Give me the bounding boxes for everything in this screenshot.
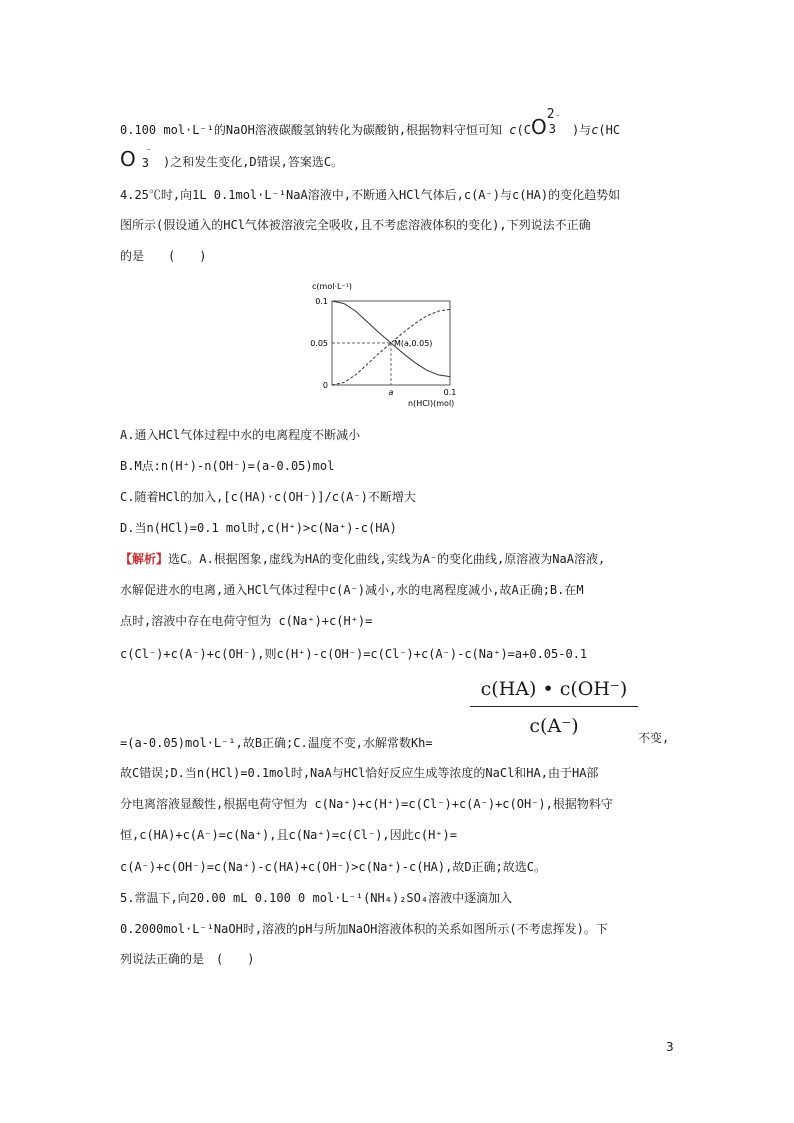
- analysis-line: 故C错误;D.当n(HCl)=0.1mol时,NaA与HCl恰好反应生成等浓度的NaCl和HA,由于HA部: [120, 766, 599, 780]
- formula-scripts: [546, 107, 561, 136]
- text-segment: )之和发生变化,D错误,答案选C。: [162, 155, 344, 169]
- text-segment: (HC: [598, 123, 621, 137]
- formula-sub: 3: [548, 122, 556, 136]
- formula-sub: 3: [141, 156, 149, 170]
- concentration-chart: [298, 280, 498, 410]
- x-axis-label: n(HCl)(mol): [408, 399, 455, 408]
- option-d: D.当n(HCl)=0.1 mol时,c(H⁺)>c(Na⁺)-c(HA): [120, 521, 397, 535]
- formula-letter: O: [120, 147, 136, 171]
- hydrolysis-constant-fraction: [470, 676, 638, 739]
- text-segment: )与: [571, 123, 592, 137]
- formula-letter: O: [530, 115, 547, 139]
- y-tick-label: 0.05: [310, 339, 328, 348]
- fraction-denominator: c(A⁻): [529, 715, 579, 737]
- formula-scripts: [136, 147, 152, 170]
- y-tick-label: 0.1: [315, 297, 328, 306]
- analysis-tag: 【解析】: [120, 552, 169, 566]
- analysis-line: c(A⁻)+c(OH⁻)=c(Na⁺)-c(HA)+c(OH⁻)>c(Na⁺)-c(HA),故D正确;故选C。: [120, 860, 547, 874]
- formula-charge: ⁻: [554, 113, 561, 124]
- fraction-bar: [470, 706, 638, 707]
- text-segment: (C: [516, 123, 531, 137]
- analysis-line: c(Cl⁻)+c(A⁻)+c(OH⁻),则c(H⁺)-c(OH⁻)=c(Cl⁻)+c(A⁻)-c(Na⁺)=a+0.05-0.1: [120, 647, 588, 661]
- formula-charge: ⁻: [145, 147, 152, 158]
- y-tick-label: 0: [322, 381, 328, 390]
- question-4-line: 的是 ( ): [120, 249, 207, 263]
- analysis-line: 水解促进水的电离,通入HCl气体过程中c(A⁻)减小,水的电离程度减小,故A正确;B.在M: [120, 583, 584, 597]
- question-4-line: 4.25℃时,向1L 0.1mol·L⁻¹NaA溶液中,不断通入HCl气体后,c(A⁻)与c(HA)的变化趋势如: [120, 188, 621, 202]
- page-number: 3: [666, 1040, 674, 1054]
- y-axis-label: c(mol·L⁻¹): [312, 282, 352, 291]
- fraction-numerator: c(HA) • c(OH⁻): [480, 678, 628, 700]
- analysis-line-tail: 不变,: [638, 731, 670, 745]
- x-tick-label: a: [388, 388, 394, 397]
- analysis-line: [120, 550, 605, 568]
- formula-sup: 2: [546, 107, 555, 122]
- point-m-label: M(a,0.05): [394, 339, 433, 348]
- question-4-line: 图所示(假设通入的HCl气体被溶液完全吸收,且不考虑溶液体积的变化),下列说法不正确: [120, 218, 591, 232]
- text-segment: c: [591, 123, 599, 137]
- text-line: [120, 148, 343, 171]
- option-c: C.随着HCl的加入,[c(HA)·c(OH⁻)]/c(A⁻)不断增大: [120, 490, 416, 504]
- question-5-line: 列说法正确的是 ( ): [120, 952, 255, 966]
- analysis-line: 点时,溶液中存在电荷守恒为 c(Na⁺)+c(H⁺)=: [120, 614, 373, 628]
- text-line: [120, 107, 621, 139]
- analysis-line: 恒,c(HA)+c(A⁻)=c(Na⁺),且c(Na⁺)=c(Cl⁻),因此c(H⁺)=: [120, 828, 457, 842]
- option-b: B.M点:n(H⁺)-n(OH⁻)=(a-0.05)mol: [120, 459, 335, 473]
- text-segment: 0.100 mol·L⁻¹的NaOH溶液碳酸氢钠转化为碳酸钠,根据物料守恒可知: [120, 123, 503, 137]
- question-5-line: 5.常温下,向20.00 mL 0.100 0 mol·L⁻¹(NH₄)₂SO₄溶液中逐滴加入: [120, 891, 513, 905]
- analysis-line: =(a-0.05)mol·L⁻¹,故B正确;C.温度不变,水解常数Kh=: [120, 736, 433, 750]
- text-segment: c: [509, 123, 517, 137]
- text-segment: 选C。A.根据图象,虚线为HA的变化曲线,实线为A⁻的变化曲线,原溶液为NaA溶液,: [168, 552, 606, 566]
- question-5-line: 0.2000mol·L⁻¹NaOH时,溶液的pH与所加NaOH溶液体积的关系如图所示(不考虑挥发)。下: [120, 922, 608, 936]
- analysis-line: 分电离溶液显酸性,根据电荷守恒为 c(Na⁺)+c(H⁺)=c(Cl⁻)+c(A⁻)+c(OH⁻),根据物料守: [120, 797, 613, 811]
- option-a: A.通入HCl气体过程中水的电离程度不断减小: [120, 428, 361, 442]
- x-tick-label: 0.1: [443, 388, 457, 397]
